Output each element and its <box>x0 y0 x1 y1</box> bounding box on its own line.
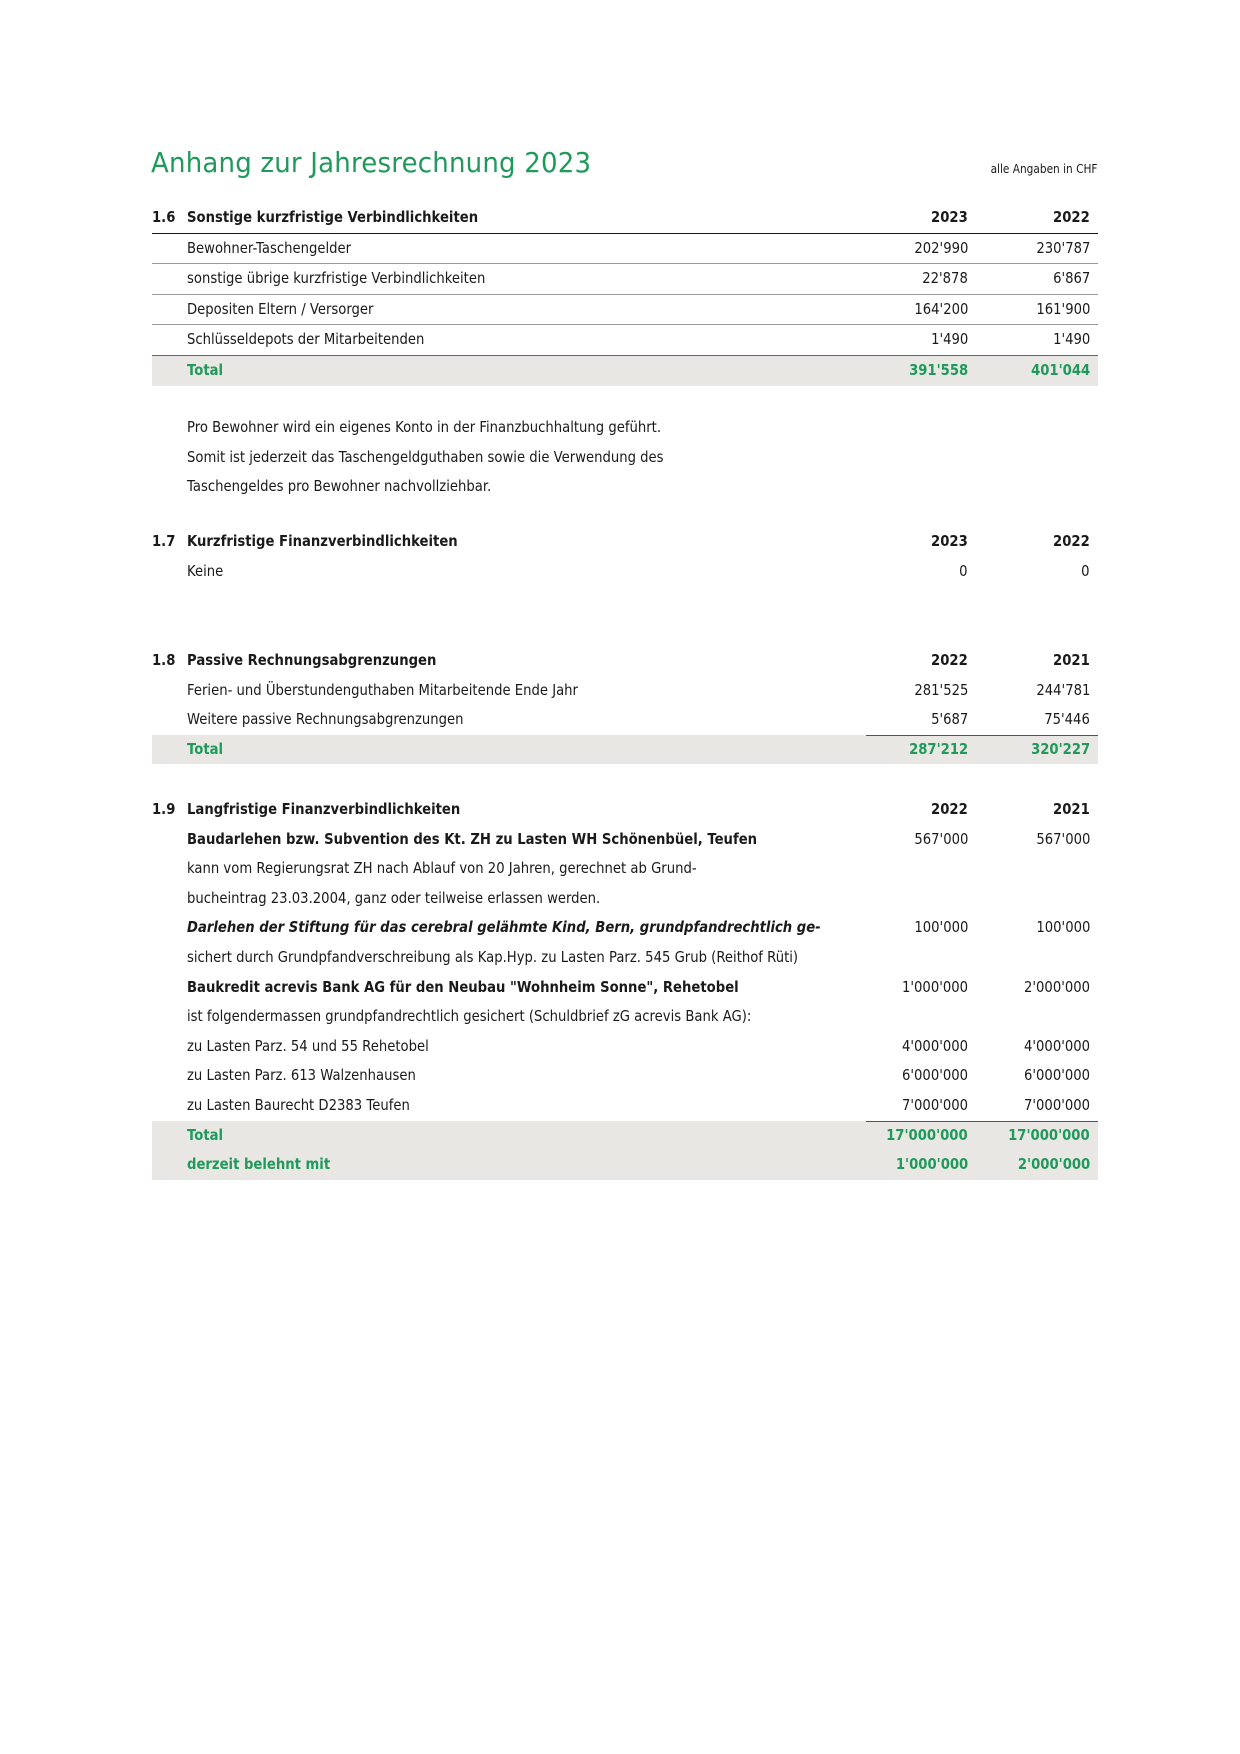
secured-amount-row <box>152 1150 1098 1180</box>
row-label: Depositen Eltern / Versorger <box>187 299 374 318</box>
secured-value-year-1: 1'000'000 <box>895 1155 968 1174</box>
table-row <box>152 295 1098 326</box>
table-row <box>152 884 1098 914</box>
column-header-year-2: 2021 <box>1053 800 1090 818</box>
section-header <box>152 795 1098 825</box>
currency-unit-note: alle Angaben in CHF <box>990 162 1097 176</box>
row-label: ist folgendermassen grundpfandrechtlich gesichert (Schuldbrief zG acrevis Bank AG): <box>187 1007 752 1026</box>
section-number: 1.9 <box>152 800 176 818</box>
row-value-year-2: 567'000 <box>1035 829 1090 848</box>
row-label: Keine <box>187 561 224 580</box>
note-line: Pro Bewohner wird ein eigenes Konto in der Finanzbuchhaltung geführt. <box>187 418 662 436</box>
row-value-year-1: 6'000'000 <box>901 1066 968 1085</box>
section-header <box>152 527 1098 557</box>
table-row <box>152 705 1098 735</box>
row-label: Darlehen der Stiftung für das cerebral gelähmte Kind, Bern, grundpfandrechtlich ge- <box>187 918 821 937</box>
row-label: Baukredit acrevis Bank AG für den Neubau "Wohnheim Sonne", Rehetobel <box>187 977 739 996</box>
total-row <box>152 735 1098 765</box>
table-row <box>152 1091 1098 1121</box>
section-1-7-table <box>152 527 1098 586</box>
column-header-year-2: 2022 <box>1053 208 1090 226</box>
secured-value-year-2: 2'000'000 <box>1017 1155 1090 1174</box>
row-value-year-1: 281'525 <box>913 680 968 699</box>
row-value-year-2: 6'867 <box>1052 269 1090 288</box>
table-row <box>152 1002 1098 1032</box>
total-value-year-1: 17'000'000 <box>886 1125 968 1144</box>
row-value-year-2: 0 <box>1081 561 1090 580</box>
row-value-year-1: 567'000 <box>913 829 968 848</box>
row-value-year-2: 7'000'000 <box>1023 1095 1090 1114</box>
row-value-year-2: 100'000 <box>1035 918 1090 937</box>
table-row <box>152 854 1098 884</box>
table-row <box>152 943 1098 973</box>
row-label: zu Lasten Parz. 613 Walzenhausen <box>187 1066 416 1085</box>
total-value-year-2: 17'000'000 <box>1008 1125 1090 1144</box>
row-value-year-2: 230'787 <box>1035 238 1090 257</box>
row-label: kann vom Regierungsrat ZH nach Ablauf von 20 Jahren, gerechnet ab Grund- <box>187 859 697 878</box>
note-line: Taschengeldes pro Bewohner nachvollziehbar. <box>187 477 492 496</box>
table-row <box>152 557 1098 587</box>
row-value-year-1: 100'000 <box>913 918 968 937</box>
table-row <box>152 973 1098 1003</box>
total-row <box>152 1121 1098 1151</box>
section-1-8-table <box>152 646 1098 764</box>
row-value-year-1: 4'000'000 <box>901 1036 968 1055</box>
total-value-year-2: 320'227 <box>1030 739 1090 758</box>
column-header-year-2: 2022 <box>1053 532 1090 550</box>
column-header-year-1: 2022 <box>931 651 968 669</box>
row-label: Schlüsseldepots der Mitarbeitenden <box>187 330 425 349</box>
page-title: Anhang zur Jahresrechnung 2023 <box>151 146 592 179</box>
section-number: 1.6 <box>152 208 176 226</box>
total-value-year-2: 401'044 <box>1030 360 1090 379</box>
total-label: Total <box>187 1125 224 1144</box>
table-row <box>152 264 1098 295</box>
section-1-6-note <box>187 413 729 502</box>
row-value-year-2: 1'490 <box>1052 330 1090 349</box>
column-header-year-1: 2023 <box>931 208 968 226</box>
row-label: zu Lasten Baurecht D2383 Teufen <box>187 1095 410 1114</box>
row-value-year-1: 164'200 <box>913 299 968 318</box>
row-value-year-2: 4'000'000 <box>1023 1036 1090 1055</box>
secured-label: derzeit belehnt mit <box>187 1155 331 1174</box>
section-number: 1.7 <box>152 532 176 550</box>
column-header-year-1: 2023 <box>931 532 968 550</box>
row-label: Ferien- und Überstundenguthaben Mitarbeitende Ende Jahr <box>187 680 578 699</box>
total-value-year-1: 287'212 <box>908 739 968 758</box>
column-header-year-2: 2021 <box>1053 651 1090 669</box>
table-row <box>152 234 1098 265</box>
row-value-year-1: 202'990 <box>913 238 968 257</box>
table-row <box>152 1032 1098 1062</box>
row-value-year-2: 161'900 <box>1035 299 1090 318</box>
section-title: Passive Rechnungsabgrenzungen <box>187 651 437 669</box>
row-value-year-1: 7'000'000 <box>901 1095 968 1114</box>
total-row <box>152 356 1098 386</box>
row-label: Weitere passive Rechnungsabgrenzungen <box>187 710 464 729</box>
column-header-year-1: 2022 <box>931 800 968 818</box>
section-header <box>152 646 1098 676</box>
table-row <box>152 676 1098 706</box>
section-1-9-table <box>152 795 1098 1180</box>
row-value-year-1: 5'687 <box>930 710 968 729</box>
row-label: Baudarlehen bzw. Subvention des Kt. ZH zu Lasten WH Schönenbüel, Teufen <box>187 829 758 848</box>
row-value-year-2: 6'000'000 <box>1023 1066 1090 1085</box>
row-label: sonstige übrige kurzfristige Verbindlichkeiten <box>187 269 486 288</box>
section-header <box>152 203 1098 234</box>
section-title: Kurzfristige Finanzverbindlichkeiten <box>187 532 458 550</box>
table-row <box>152 1061 1098 1091</box>
table-row <box>152 913 1098 943</box>
total-label: Total <box>187 739 224 758</box>
row-value-year-1: 1'000'000 <box>901 977 968 996</box>
row-value-year-2: 244'781 <box>1035 680 1090 699</box>
table-row <box>152 825 1098 855</box>
row-label: zu Lasten Parz. 54 und 55 Rehetobel <box>187 1036 429 1055</box>
row-label: Bewohner-Taschengelder <box>187 238 352 257</box>
row-value-year-1: 0 <box>959 561 968 580</box>
row-label: sichert durch Grundpfandverschreibung als Kap.Hyp. zu Lasten Parz. 545 Grub (Reithof Rüti) <box>187 947 799 966</box>
row-value-year-1: 1'490 <box>930 330 968 349</box>
section-title: Langfristige Finanzverbindlichkeiten <box>187 800 461 818</box>
row-value-year-2: 2'000'000 <box>1023 977 1090 996</box>
table-row <box>152 325 1098 356</box>
row-value-year-1: 22'878 <box>922 269 968 288</box>
note-line: Somit ist jederzeit das Taschengeldguthaben sowie die Verwendung des <box>187 447 664 466</box>
section-title: Sonstige kurzfristige Verbindlichkeiten <box>187 208 479 226</box>
total-value-year-1: 391'558 <box>908 360 968 379</box>
row-value-year-2: 75'446 <box>1044 710 1090 729</box>
row-label: bucheintrag 23.03.2004, ganz oder teilweise erlassen werden. <box>187 888 601 907</box>
total-label: Total <box>187 360 224 379</box>
section-1-6-table <box>152 203 1098 386</box>
section-number: 1.8 <box>152 651 176 669</box>
